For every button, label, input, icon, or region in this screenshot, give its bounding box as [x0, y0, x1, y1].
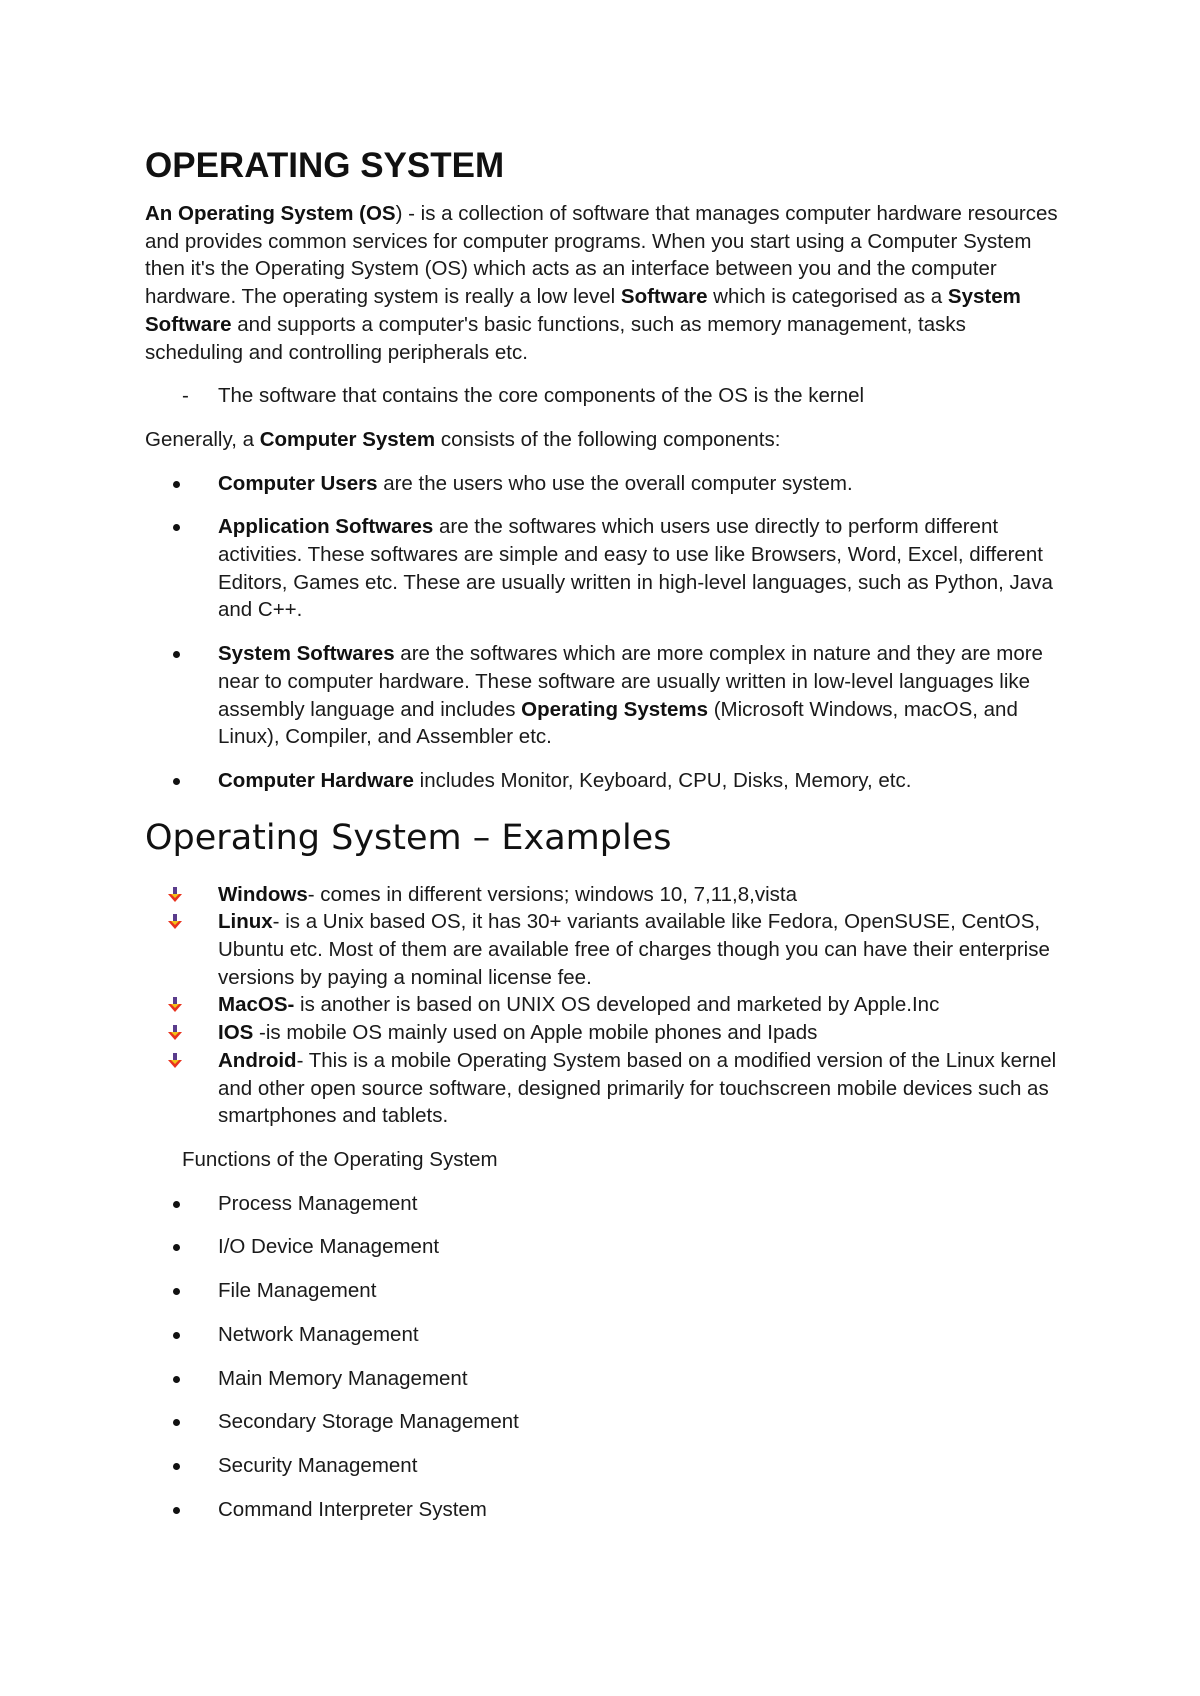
list-item — [145, 513, 1065, 624]
list-item — [145, 1277, 1065, 1305]
example-text: - This is a mobile Operating System based on a modified version of the Linux kernel and other open source software, designed primarily for touchscreen mobile devices such as smartphones and tablets. — [218, 1048, 1057, 1128]
list-item — [145, 1452, 1065, 1480]
list-item — [145, 1408, 1065, 1436]
bullet-dot-icon — [173, 524, 180, 531]
example-term: Linux — [218, 910, 273, 934]
function-label: Command Interpreter System — [218, 1497, 487, 1521]
component-term: Application Softwares — [218, 515, 434, 539]
kernel-note — [145, 382, 1065, 410]
list-item — [145, 1365, 1065, 1393]
components-intro — [145, 426, 1065, 454]
bullet-dot-icon — [173, 1244, 180, 1251]
dash-marker: - — [182, 384, 189, 408]
intro-text-1: ) - is a collection of software that manages computer hardware resources and provides common services for computer programs. When you start using a Computer System then it's the Operating System (OS) which acts as an interface between you and the computer hardware. The operating system is really a low level — [145, 202, 1058, 309]
component-text-2: (Microsoft Windows, macOS, and Linux), Compiler, and Assembler etc. — [218, 697, 1018, 749]
bullet-dot-icon — [173, 1201, 180, 1208]
example-term: Windows — [218, 882, 308, 906]
examples-list — [145, 881, 1065, 1130]
bullet-dot-icon — [173, 481, 180, 488]
intro-term: An Operating System (OS — [145, 202, 396, 225]
intro-text-2: which is categorised as a — [707, 285, 948, 309]
example-text: - comes in different versions; windows 10, 7,11,8,vista — [307, 882, 797, 906]
example-term: IOS — [218, 1021, 254, 1045]
bullet-dot-icon — [173, 651, 180, 658]
component-text: includes Monitor, Keyboard, CPU, Disks, Memory, etc. — [413, 768, 912, 792]
list-item — [145, 1190, 1065, 1218]
function-label: Secondary Storage Management — [218, 1410, 519, 1434]
component-term: System Softwares — [218, 642, 395, 666]
functions-list — [145, 1190, 1065, 1524]
list-item — [145, 1233, 1065, 1261]
components-list — [145, 470, 1065, 795]
components-intro-text-1: Generally, a — [145, 427, 260, 451]
down-arrow-icon — [167, 1053, 183, 1069]
bullet-dot-icon — [173, 1463, 180, 1470]
intro-text-3: and supports a computer's basic functions, such as memory management, tasks scheduling and controlling peripherals etc. — [145, 312, 966, 364]
bullet-dot-icon — [173, 778, 180, 785]
computer-system-term: Computer System — [259, 427, 436, 451]
component-term-2: Operating Systems — [521, 697, 708, 721]
functions-heading: Functions of the Operating System — [182, 1147, 498, 1171]
down-arrow-icon — [167, 997, 183, 1013]
down-arrow-icon — [167, 1025, 183, 1041]
down-arrow-icon — [167, 887, 183, 903]
bullet-dot-icon — [173, 1419, 180, 1426]
list-item — [145, 640, 1065, 751]
list-item — [145, 908, 1065, 991]
down-arrow-icon — [167, 914, 183, 930]
list-item — [145, 470, 1065, 498]
bullet-dot-icon — [173, 1376, 180, 1383]
component-term: Computer Users — [218, 471, 378, 495]
list-item — [145, 1047, 1065, 1130]
component-text: are the users who use the overall computer system. — [377, 471, 853, 495]
intro-software-term: Software — [620, 285, 708, 309]
function-label: Main Memory Management — [218, 1366, 468, 1390]
component-term: Computer Hardware — [218, 768, 414, 792]
page-title: OPERATING SYSTEM — [145, 146, 505, 185]
example-term: Android — [218, 1048, 297, 1072]
function-label: Process Management — [218, 1191, 418, 1215]
kernel-note-text: The software that contains the core components of the OS is the kernel — [218, 384, 865, 408]
bullet-dot-icon — [173, 1288, 180, 1295]
list-item — [145, 767, 1065, 795]
function-label: Network Management — [218, 1322, 419, 1346]
list-item — [145, 1019, 1065, 1047]
list-item — [145, 1496, 1065, 1524]
bullet-dot-icon — [173, 1332, 180, 1339]
list-item — [145, 881, 1065, 909]
function-label: File Management — [218, 1279, 377, 1303]
example-text: - is a Unix based OS, it has 30+ variants available like Fedora, OpenSUSE, CentOS, Ubuntu etc. Most of them are available free of charges though you can have their enterprise versions by paying a nominal license fee. — [218, 910, 1050, 989]
list-item — [145, 991, 1065, 1019]
example-text: is another is based on UNIX OS developed and marketed by Apple.Inc — [294, 993, 940, 1017]
example-term: MacOS- — [218, 993, 295, 1017]
bullet-dot-icon — [173, 1507, 180, 1514]
function-label: I/O Device Management — [218, 1235, 440, 1259]
example-text: -is mobile OS mainly used on Apple mobile phones and Ipads — [253, 1021, 818, 1045]
examples-heading: Operating System – Examples — [145, 817, 672, 858]
list-item — [145, 1321, 1065, 1349]
intro-paragraph — [145, 200, 1065, 366]
component-text: are the softwares which users use directly to perform different activities. These softwares are simple and easy to use like Browsers, Word, Excel, different Editors, Games etc. These are usually written in high-level languages, such as Python, Java and C++. — [218, 515, 1053, 622]
function-label: Security Management — [218, 1453, 418, 1477]
document-content — [145, 146, 1065, 1539]
intro-system-software-term: System Software — [145, 285, 1021, 336]
components-intro-text-2: consists of the following components: — [435, 427, 781, 451]
component-text: are the softwares which are more complex in nature and they are more near to computer hardware. These software are usually written in low-level languages like assembly language and includes — [218, 642, 1043, 721]
